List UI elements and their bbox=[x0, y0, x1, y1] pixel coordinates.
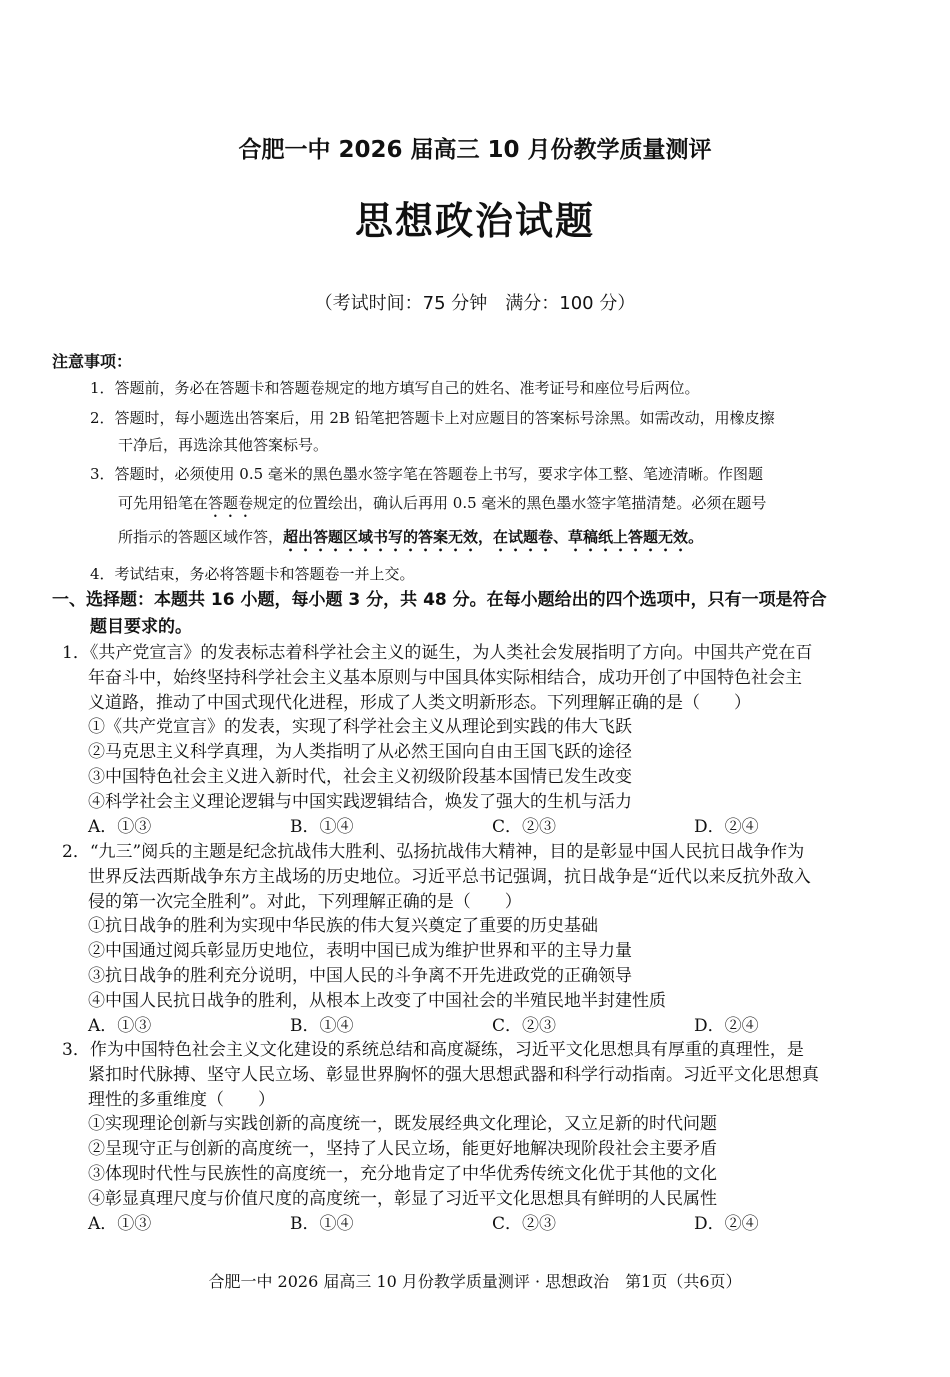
exam-info: （考试时间：75 分钟 满分：100 分） bbox=[314, 293, 636, 314]
statement-option: ③体现时代性与民族性的高度统一，充分地肯定了中华优秀传统文化优于其他的文化 bbox=[88, 1163, 717, 1184]
question-1 bbox=[62, 641, 902, 839]
choice-b: B．①④ bbox=[290, 1213, 354, 1234]
notice-item-2-line-2: 干净后，再选涂其他答案标号。 bbox=[118, 436, 329, 454]
notice-item-2-line-1: 2．答题时，每小题选出答案后，用 2B 铅笔把答题卡上对应题目的答案标号涂黑。如需改动，用橡皮擦 bbox=[90, 409, 775, 427]
page-footer: 合肥一中 2026 届高三 10 月份教学质量测评 · 思想政治 第1页（共6页） bbox=[208, 1272, 742, 1291]
choice-b: B．①④ bbox=[290, 1015, 354, 1036]
section-heading-line-1: 一、选择题：本题共 16 小题，每小题 3 分，共 48 分。在每小题给出的四个选项中，只有一项是符合 bbox=[52, 590, 827, 610]
question-stem-line: 侵的第一次完全胜利”。对此，下列理解正确的是（ ） bbox=[88, 891, 522, 912]
answer-choices bbox=[62, 1212, 902, 1237]
subject-title: 思想政治试题 bbox=[354, 198, 595, 243]
notice-text: 所指示的答题区域作答， bbox=[118, 528, 284, 546]
question-2 bbox=[62, 840, 902, 1038]
choice-a: A．①③ bbox=[88, 816, 152, 837]
statement-option: ④科学社会主义理论逻辑与中国实践逻辑结合，焕发了强大的生机与活力 bbox=[88, 791, 632, 812]
statement-option: ①抗日战争的胜利为实现中华民族的伟大复兴奠定了重要的历史基础 bbox=[88, 916, 598, 937]
notice-text: ， bbox=[478, 528, 494, 546]
question-stem-line: 义道路，推动了中国式现代化进程，形成了人类文明新形态。下列理解正确的是（ ） bbox=[88, 692, 751, 713]
choice-d: D．②④ bbox=[694, 816, 759, 837]
notice-heading: 注意事项： bbox=[52, 352, 133, 371]
emphasized-text: 超出答题区域书写的答案无效 bbox=[283, 528, 479, 546]
statement-option: ③中国特色社会主义进入新时代，社会主义初级阶段基本国情已发生改变 bbox=[88, 766, 632, 787]
notice-item-3-line-2 bbox=[118, 490, 766, 521]
section-heading-line-2: 题目要求的。 bbox=[90, 617, 192, 637]
choice-a: A．①③ bbox=[88, 1213, 152, 1234]
notice-item-1: 1．答题前，务必在答题卡和答题卷规定的地方填写自己的姓名、准考证号和座位号后两位。 bbox=[90, 379, 700, 397]
notice-text: 。 bbox=[688, 528, 704, 546]
notice-text: 规定的位置绘出，确认后再用 0.5 毫米的黑色墨水签字笔描清楚。必须在题号 bbox=[253, 494, 767, 512]
statement-option: ②马克思主义科学真理，为人类指明了从必然王国向自由王国飞跃的途径 bbox=[88, 742, 632, 763]
answer-choices bbox=[62, 815, 902, 840]
answer-choices bbox=[62, 1014, 902, 1039]
choice-d: D．②④ bbox=[694, 1015, 759, 1036]
choice-d: D．②④ bbox=[694, 1213, 759, 1234]
question-3 bbox=[62, 1038, 902, 1236]
statement-option: ④中国人民抗日战争的胜利，从根本上改变了中国社会的半殖民地半封建性质 bbox=[88, 990, 666, 1011]
choice-c: C．②③ bbox=[492, 816, 557, 837]
question-stem-line: 紧扣时代脉搏、坚守人民立场、彰显世界胸怀的强大思想武器和科学行动指南。习近平文化思想真 bbox=[88, 1064, 819, 1085]
question-stem-line: 3．作为中国特色社会主义文化建设的系统总结和高度凝练，习近平文化思想具有厚重的真理性，是 bbox=[62, 1040, 804, 1060]
question-stem-line: 2．“九三”阅兵的主题是纪念抗战伟大胜利、弘扬抗战伟大精神，目的是彰显中国人民抗日战争作为 bbox=[62, 842, 805, 862]
choice-c: C．②③ bbox=[492, 1213, 557, 1234]
question-stem-line: 1．《共产党宣言》的发表标志着科学社会主义的诞生，为人类社会发展指明了方向。中国共产党在百 bbox=[62, 643, 813, 663]
question-stem-line: 理性的多重维度（ ） bbox=[88, 1089, 275, 1110]
statement-option: ③抗日战争的胜利充分说明，中国人民的斗争离不开先进政党的正确领导 bbox=[88, 965, 632, 986]
emphasized-text: 在试题卷、草稿纸上答题无效 bbox=[493, 528, 689, 546]
statement-option: ①《共产党宣言》的发表，实现了科学社会主义从理论到实践的伟大飞跃 bbox=[88, 717, 632, 738]
statement-option: ②中国通过阅兵彰显历史地位，表明中国已成为维护世界和平的主导力量 bbox=[88, 941, 632, 962]
statement-option: ④彰显真理尺度与价值尺度的高度统一，彰显了习近平文化思想具有鲜明的人民属性 bbox=[88, 1188, 717, 1209]
choice-b: B．①④ bbox=[290, 816, 354, 837]
notice-text: 可先用铅笔在 bbox=[118, 494, 209, 512]
notice-item-3-line-3 bbox=[118, 524, 703, 555]
exam-title: 合肥一中 2026 届高三 10 月份教学质量测评 bbox=[238, 137, 712, 163]
statement-option: ①实现理论创新与实践创新的高度统一，既发展经典文化理论，又立足新的时代问题 bbox=[88, 1114, 717, 1135]
emphasized-text: 答题卷 bbox=[208, 494, 254, 512]
statement-option: ②呈现守正与创新的高度统一，坚持了人民立场，能更好地解决现阶段社会主要矛盾 bbox=[88, 1139, 717, 1160]
choice-c: C．②③ bbox=[492, 1015, 557, 1036]
notice-item-4: 4．考试结束，务必将答题卡和答题卷一并上交。 bbox=[90, 565, 415, 583]
choice-a: A．①③ bbox=[88, 1015, 152, 1036]
section-heading bbox=[52, 587, 827, 641]
notice-item-3-line-1: 3．答题时，必须使用 0.5 毫米的黑色墨水签字笔在答题卷上书写，要求字体工整、笔迹清晰。作图题 bbox=[90, 465, 763, 483]
question-stem-line: 世界反法西斯战争东方主战场的历史地位。习近平总书记强调，抗日战争是“近代以来反抗外敌入 bbox=[88, 866, 811, 887]
question-stem-line: 年奋斗中，始终坚持科学社会主义基本原则与中国具体实际相结合，成功开创了中国特色社会主 bbox=[88, 667, 802, 688]
